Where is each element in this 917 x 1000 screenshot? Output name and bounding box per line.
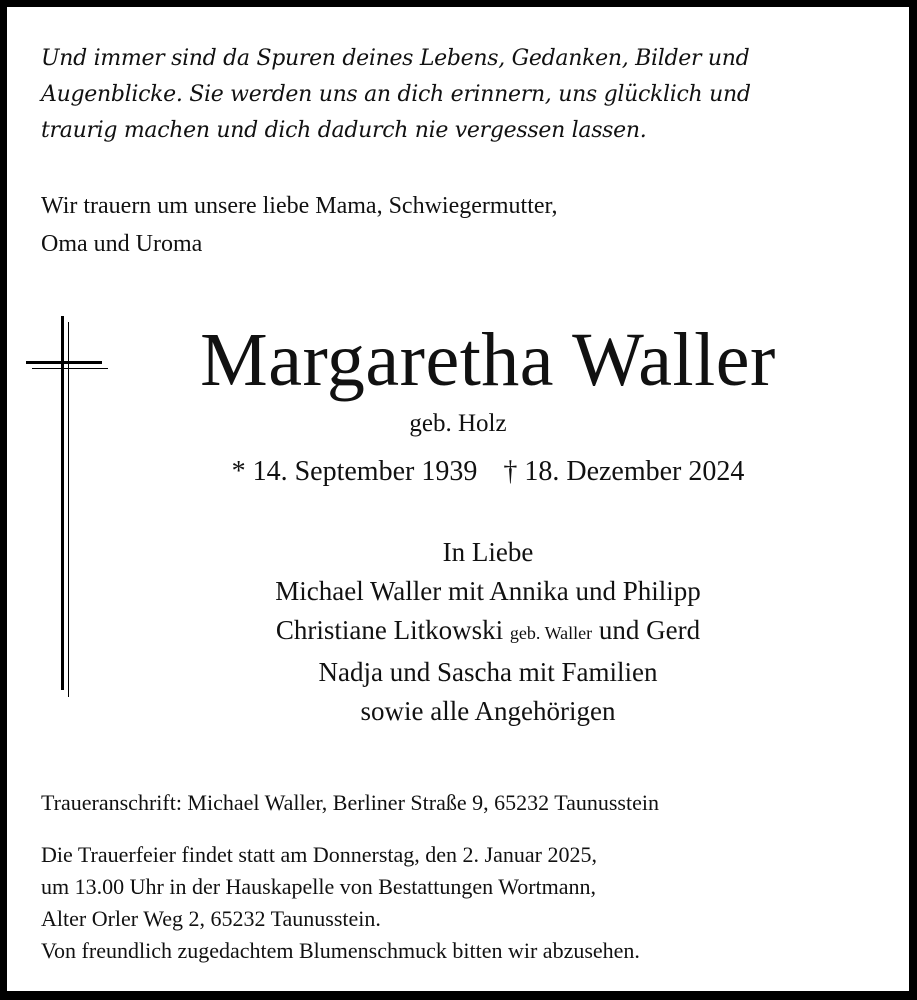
mourning-line: Oma und Uroma <box>41 231 203 257</box>
ceremony-line: Von freundlich zugedachtem Blumenschmuck bitten wir abzusehen. <box>41 938 640 963</box>
birth-name: geb. Holz <box>409 410 507 437</box>
life-dates <box>7 453 909 491</box>
signers <box>7 533 909 731</box>
deceased-name: Margaretha Waller <box>200 318 776 402</box>
signer-birth-name: geb. Waller <box>509 623 593 643</box>
ceremony-info <box>41 839 640 967</box>
death-date: † 18. Dezember 2024 <box>503 456 745 487</box>
mourning-line: Wir trauern um unsere liebe Mama, Schwiegermutter, <box>41 193 558 219</box>
signer-line: Michael Waller mit Annika und Philipp <box>275 576 701 606</box>
ceremony-line: um 13.00 Uhr in der Hauskapelle von Bestattungen Wortmann, <box>41 874 597 899</box>
intro-quote <box>41 41 891 149</box>
signers-heading: In Liebe <box>442 537 534 567</box>
mourning-address: Traueranschrift: Michael Waller, Berliner Straße 9, 65232 Taunusstein <box>41 790 659 815</box>
signer-name: Christiane Litkowski <box>275 615 510 645</box>
signer-line <box>67 611 909 653</box>
signer-partner: und Gerd <box>592 615 701 645</box>
ceremony-line: Alter Orler Weg 2, 65232 Taunusstein. <box>41 906 381 931</box>
ceremony-line: Die Trauerfeier findet statt am Donnerstag, den 2. Januar 2025, <box>41 842 597 867</box>
mourning-text <box>41 187 558 263</box>
signer-line: Nadja und Sascha mit Familien <box>318 657 658 687</box>
obituary-notice <box>7 7 909 991</box>
intro-line: traurig machen und dich dadurch nie vergessen lassen. <box>41 118 647 143</box>
signer-line: sowie alle Angehörigen <box>360 696 616 726</box>
intro-line: Augenblicke. Sie werden uns an dich erinnern, uns glücklich und <box>41 82 751 107</box>
intro-line: Und immer sind da Spuren deines Lebens, Gedanken, Bilder und <box>41 46 750 71</box>
birth-date: * 14. September 1939 <box>231 456 478 487</box>
